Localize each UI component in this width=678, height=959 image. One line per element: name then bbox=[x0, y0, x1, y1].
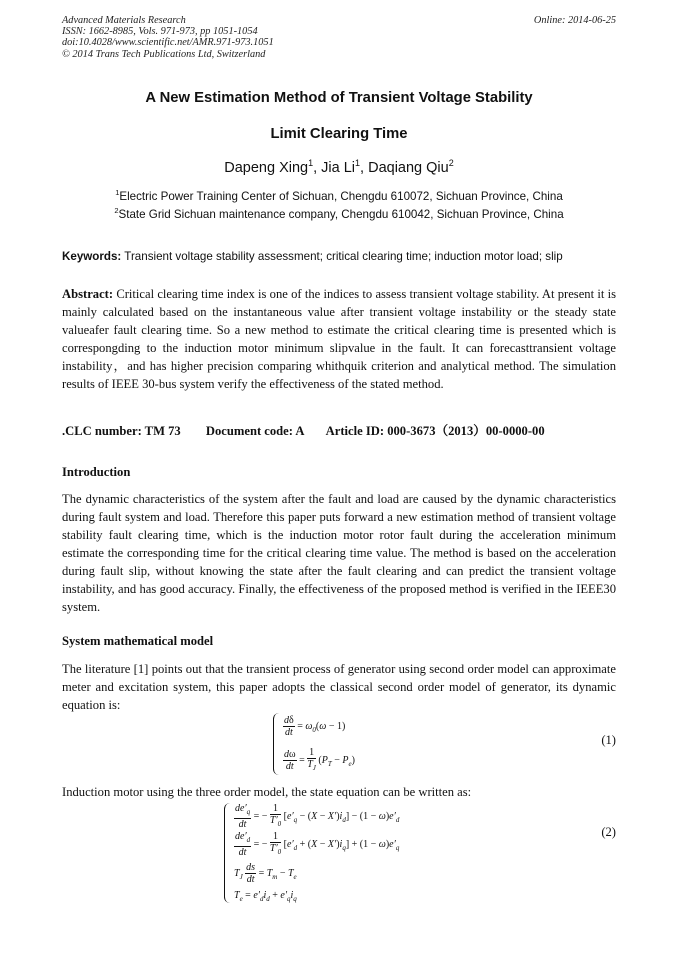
abstract bbox=[62, 285, 616, 393]
equation-2-row1: $\frac{de'_q}{dt}$ = − $\frac{1}{T'_0}$ $[e'_q - (X - X')i_d] - (1 - \omega)e'_d$ bbox=[235, 803, 400, 830]
online-date: Online: 2014-06-25 bbox=[533, 15, 616, 26]
clc-number: .CLC number: TM 73 bbox=[62, 424, 181, 438]
document-code: Document code: A bbox=[205, 424, 305, 438]
system-model-text: The literature [1] points out that the transient process of generator using second order model can approximate meter and excitation system, this paper adopts the classical second order model of generator, its dynamic equation is: bbox=[62, 662, 616, 712]
equation-2 bbox=[224, 803, 424, 905]
abstract-text: Critical clearing time index is one of the indices to assess transient voltage stability. At present it is mainly calculated based on the instantaneous value after transient voltage instability or the steady state valueafer fault clearing time. So a new method to estimate the critical clearing time is presented which is correspongding to the induction motor minimum slipvalue in the fault. It can forecasttransient voltage instability，and has higher precision comparing whithquik criterion and analytical method. The simulation results of IEEE 30-bus system verify the effectiveness of the stated method. bbox=[62, 287, 616, 391]
clc-line bbox=[62, 420, 616, 439]
introduction-text: The dynamic characteristics of the system after the fault and load are caused by the dynamic characteristics during fault system and load. Therefore this paper puts forward a new estimation method of transient voltage stability fault clearing time, which is the induction motor rotor fault during the acceleration minimum estimate the corresponding time for the critical clearing time value. The method is based on the acceleration during fault slip, without knowing the state after the fault clearing and can predict the transient voltage instability, and has good accuracy. Finally, the effectiveness of the proposed method is verified in the IEEE30 system. bbox=[62, 492, 616, 614]
author-name: Dapeng Xing bbox=[224, 159, 309, 176]
introduction-heading: Introduction bbox=[62, 465, 131, 479]
article-id: Article ID: 000-3673（2013）00-0000-00 bbox=[325, 424, 545, 438]
affiliation-2: $^2$State Grid Sichuan maintenance company, Chengdu 610042, Sichuan Province, China bbox=[114, 206, 564, 221]
author-affiliation-mark: 1 bbox=[308, 158, 314, 168]
equation-1 bbox=[273, 713, 403, 777]
journal-name: Advanced Materials Research bbox=[62, 15, 186, 26]
issn-line: ISSN: 1662-8985, Vols. 971-973, pp 1051-1054 bbox=[62, 26, 258, 38]
equation-2-row3: $T_J$ $\frac{ds}{dt}$ = $T_m - T_e$ bbox=[234, 862, 297, 885]
author-name: Jia Li bbox=[321, 159, 356, 176]
keywords-text: Transient voltage stability assessment; critical clearing time; induction motor load; slip bbox=[121, 250, 563, 263]
equation-1-number: (1) bbox=[601, 733, 616, 747]
author-name: Daqiang Qiu bbox=[368, 159, 449, 176]
doi-line: doi:10.4028/www.scientific.net/AMR.971-973.1051 bbox=[62, 37, 274, 49]
equation-2-number: (2) bbox=[601, 825, 616, 839]
journal-header bbox=[62, 15, 616, 60]
keywords-label: Keywords: bbox=[62, 250, 122, 263]
equation-1-row1: $\frac{d\delta}{dt}$ = $\omega_0(\omega - 1)$ bbox=[284, 715, 346, 738]
equation-brace bbox=[224, 803, 230, 903]
abstract-label: Abstract: bbox=[62, 287, 114, 301]
affiliation-1: $^1$Electric Power Training Center of Sichuan, Chengdu 610072, Sichuan Province, China bbox=[115, 188, 563, 203]
equation-1-row2: $\frac{d\omega}{dt}$ = $\frac{1}{T_J}$ $(P_T - P_e)$ bbox=[284, 747, 355, 772]
author-affiliation-mark: 2 bbox=[448, 158, 454, 168]
keywords bbox=[62, 250, 616, 263]
equation-2-row2: $\frac{de'_d}{dt}$ = − $\frac{1}{T'_0}$ $[e'_d + (X - X')i_q] + (1 - \omega)e'_q$ bbox=[235, 831, 400, 858]
equation-2-row4: $T_e = e'_di_d + e'_qi_q$ bbox=[234, 890, 297, 903]
author-affiliation-mark: 1 bbox=[355, 158, 361, 168]
author-list: Dapeng Xing$^1$, Jia Li$^1$, Daqiang Qiu$^2$ bbox=[224, 158, 454, 176]
paper-title-line1: A New Estimation Method of Transient Voltage Stability bbox=[145, 90, 533, 106]
equation-brace bbox=[273, 713, 279, 775]
system-model-heading: System mathematical model bbox=[62, 634, 214, 648]
paper-title-line2: Limit Clearing Time bbox=[270, 126, 408, 142]
induction-motor-text: Induction motor using the three order model, the state equation can be written as: bbox=[62, 785, 472, 799]
copyright-line: © 2014 Trans Tech Publications Ltd, Switzerland bbox=[62, 48, 266, 60]
